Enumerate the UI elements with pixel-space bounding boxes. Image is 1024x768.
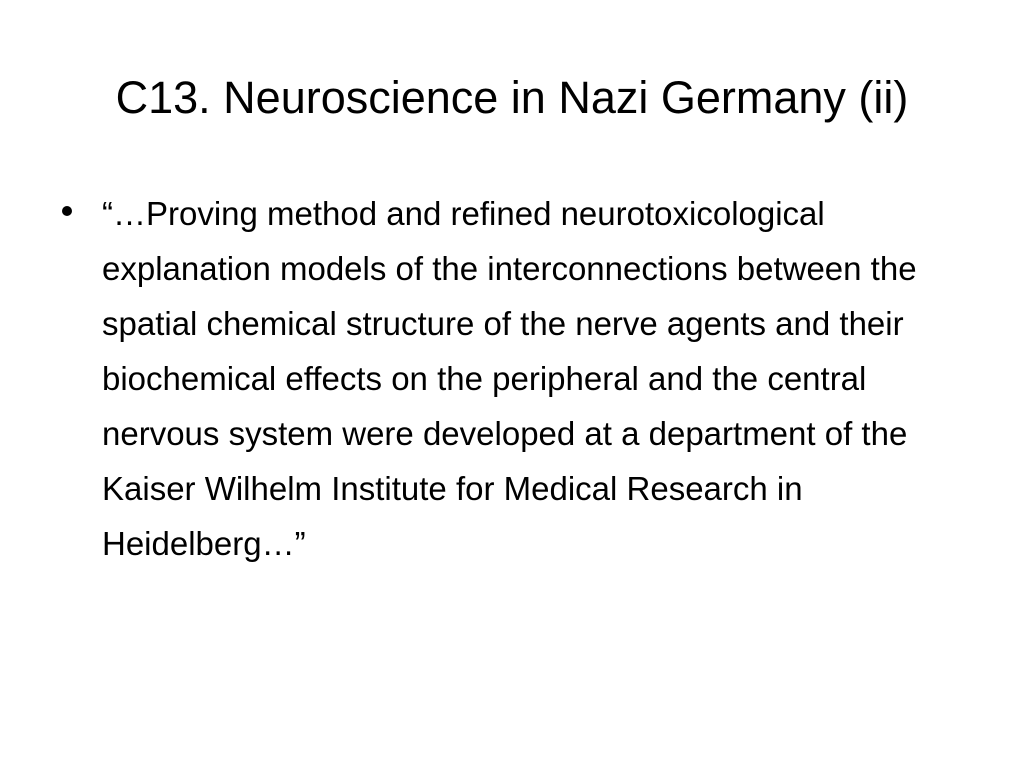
bullet-text: “…Proving method and refined neurotoxicological explanation models of the interconnections between the spatial chemical structure of the nerve agents and their biochemical effects on the peripheral and the central nervous system were developed at a department of the Kaiser Wilhelm Institute for Medical Research in Heidelberg…” (102, 195, 917, 562)
slide-title: C13. Neuroscience in Nazi Germany (ii) (115, 72, 909, 123)
bullet-item (62, 186, 982, 571)
bullet-dot-icon (62, 206, 72, 216)
bullet-list (62, 186, 982, 571)
